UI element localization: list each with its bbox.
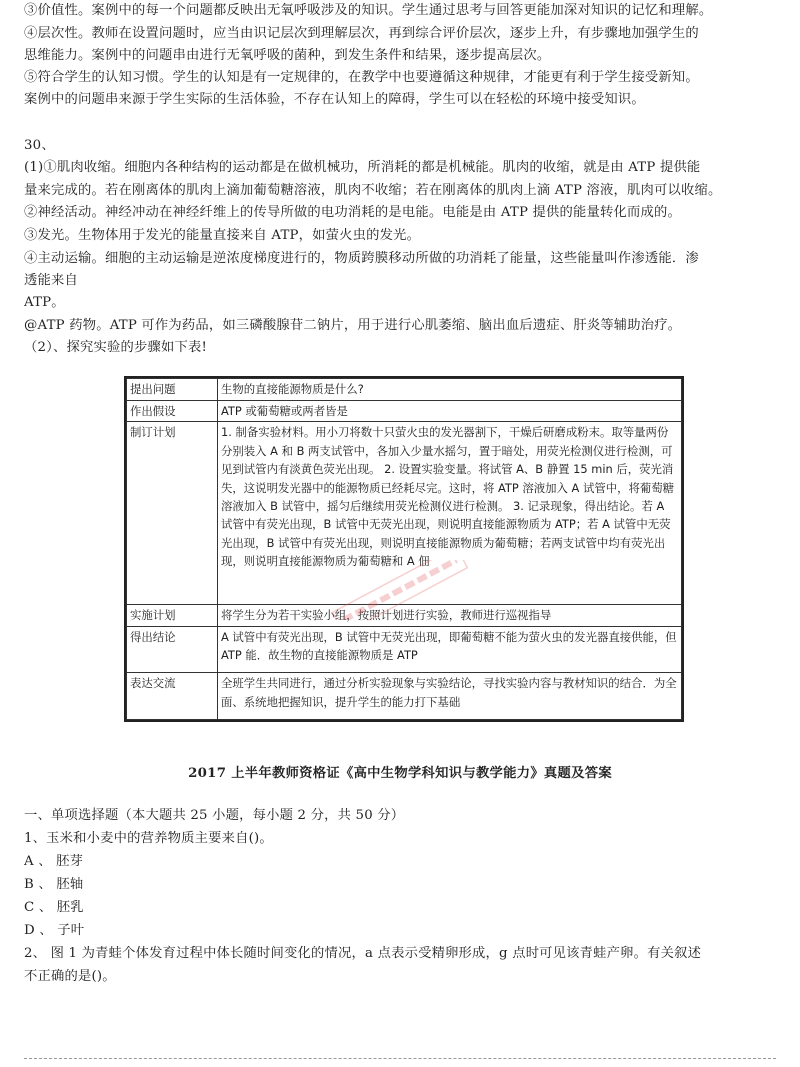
- question-2-line-2: 不正确的是()。: [24, 969, 116, 984]
- q30-muscle-line-2: 量来完成的。若在刚离体的肌肉上滴加葡萄糖溶液，肌肉不收缩；若在刚离体的肌肉上滴 ATP 溶液，肌肉可以收缩。: [24, 183, 722, 198]
- intro-item-5-line-1: ⑤符合学生的认知习惯。学生的认知是有一定规律的，在教学中也要遵循这种规律，才能更有利于学生接受新知。: [24, 70, 699, 85]
- experiment-table: [124, 376, 684, 722]
- question-2-line-1: 2、 图 1 为青蛙个体发育过程中体长随时间变化的情况，a 点表示受精卵形成，g 点时可见该青蛙产卵。有关叙述: [24, 946, 702, 961]
- question-1: 1、玉米和小麦中的营养物质主要来自()。: [24, 831, 273, 846]
- q30-transport-line-3: ATP。: [24, 295, 65, 310]
- q30-part-2: （2）、探究实验的步骤如下表!: [24, 340, 208, 355]
- q30-transport-line-1: ④主动运输。细胞的主动运输是逆浓度梯度进行的，物质跨膜移动所做的功消耗了能量，这些能量叫作渗透能．渗: [24, 251, 699, 266]
- q30-transport-line-2: 透能来自: [24, 273, 78, 288]
- row-head-implement: 实施计划: [127, 604, 218, 626]
- footer-divider: [24, 1058, 776, 1059]
- option-b: B 、 胚轴: [24, 877, 84, 892]
- section-heading: 一、单项选择题（本大题共 25 小题，每小题 2 分，共 50 分）: [24, 808, 405, 823]
- q30-glow: ③发光。生物体用于发光的能量直接来自 ATP，如萤火虫的发光。: [24, 228, 421, 243]
- q30-muscle-line-1: (1)①肌肉收缩。细胞内各种结构的运动都是在做机械功，所消耗的都是机械能。肌肉的收缩，就是由 ATP 提供能: [24, 160, 701, 175]
- row-body-question: 生物的直接能源物质是什么?: [218, 379, 682, 401]
- row-head-exchange: 表达交流: [127, 673, 218, 720]
- row-head-conclusion: 得出结论: [127, 626, 218, 673]
- intro-item-3: ③价值性。案例中的每一个问题都反映出无氧呼吸涉及的知识。学生通过思考与回答更能加深对知识的记忆和理解。: [24, 3, 713, 18]
- row-head-question: 提出问题: [127, 379, 218, 401]
- exam-title: 2017 上半年教师资格证《高中生物学科知识与教学能力》真题及答案: [188, 766, 612, 781]
- intro-item-4-line-2: 思维能力。案例中的问题串由进行无氧呼吸的菌种，到发生条件和结果，逐步提高层次。: [24, 48, 551, 63]
- row-head-hypothesis: 作出假设: [127, 400, 218, 422]
- row-body-plan: 1. 制备实验材料。用小刀将数十只萤火虫的发光器割下，干燥后研磨成粉末。取等量两份分别装入 A 和 B 两支试管中，各加入少量水摇匀，置于暗处，用荧光检测仪进行检测，可见到试管内有淡黄色荧光出现。 2. 设置实验变量。将试管 A、B 静置 15 min 后，荧光消失，这说明发光器中的能源物质已经耗尽完。这时，将 ATP 溶液加入 A 试管中，将葡萄糖溶液加入 B 试管中，摇匀后继续用荧光检测仪进行检测。 3. 记录现象，得出结论。若 A 试管中有荧光出现，B 试管中无荧光出现，则说明直接能源物质为 ATP；若 A 试管中无荧光出现，B 试管中有荧光出现，则说明直接能源物质为葡萄糖；若两支试管中均有荧光出现，则说明直接能源物质为葡萄糖和 A 佃: [218, 422, 682, 605]
- intro-item-5-line-2: 案例中的问题串来源于学生实际的生活体验，不存在认知上的障碍，学生可以在轻松的环境中接受知识。: [24, 92, 645, 107]
- q30-nerve: ②神经活动。神经冲动在神经纤维上的传导所做的电功消耗的是电能。电能是由 ATP 提供的能量转化而成的。: [24, 205, 681, 220]
- q30-drug: @ATP 药物。ATP 可作为药品，如三磷酸腺苷二钠片，用于进行心肌萎缩、脑出血后遗症、肝炎等辅助治疗。: [24, 318, 682, 333]
- question-30-number: 30、: [24, 138, 55, 153]
- row-body-implement: 将学生分为若干实验小组，按照计划进行实验，教师进行巡视指导: [218, 604, 682, 626]
- option-c: C 、 胚乳: [24, 900, 84, 915]
- row-body-conclusion: A 试管中有荧光出现，B 试管中无荧光出现，即葡萄糖不能为萤火虫的发光器直接供能，但 ATP 能．故生物的直接能源物质是 ATP: [218, 626, 682, 673]
- option-a: A 、 胚芽: [24, 854, 84, 869]
- intro-item-4-line-1: ④层次性。教师在设置问题时，应当由识记层次到理解层次，再到综合评价层次，逐步上升，有步骤地加强学生的: [24, 26, 699, 41]
- row-head-plan: 制订计划: [127, 422, 218, 605]
- option-d: D 、 子叶: [24, 923, 85, 938]
- row-body-hypothesis: ATP 或葡萄糖或两者皆是: [218, 400, 682, 422]
- row-body-exchange: 全班学生共同进行，通过分析实验现象与实验结论，寻找实验内容与教材知识的结合．为全面、系统地把握知识，提升学生的能力打下基础: [218, 673, 682, 720]
